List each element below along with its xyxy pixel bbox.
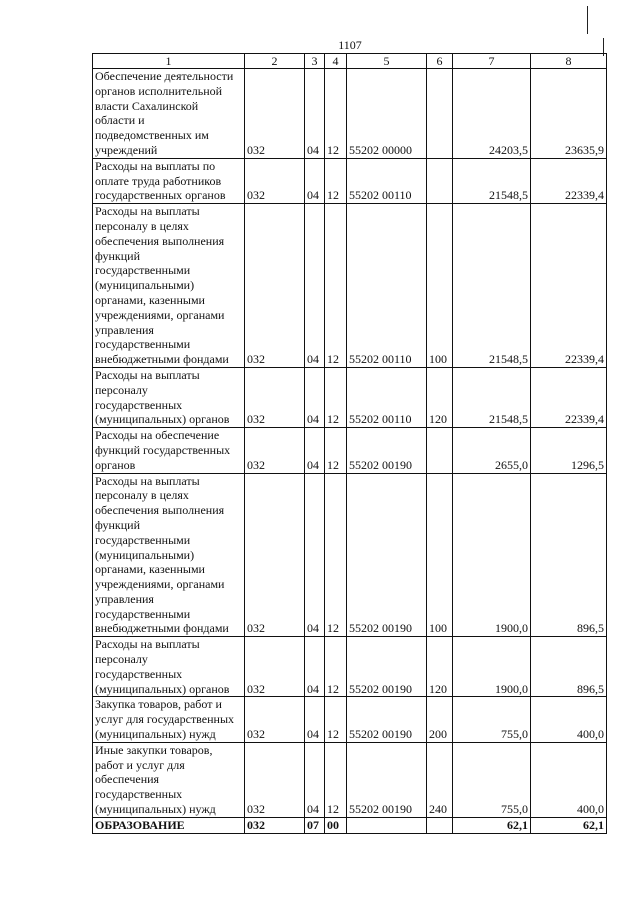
expense-name-cell: ОБРАЗОВАНИЕ	[93, 817, 245, 833]
department-code-cell: 032	[245, 817, 305, 833]
department-code-cell: 032	[245, 204, 305, 368]
amount-col7-cell: 21548,5	[453, 158, 531, 203]
expense-type-cell	[427, 817, 453, 833]
section-code-cell: 04	[305, 697, 325, 742]
subsection-code-cell: 12	[325, 473, 347, 637]
section-code-cell: 04	[305, 69, 325, 159]
amount-col8-cell: 22339,4	[531, 367, 607, 427]
department-code-cell: 032	[245, 367, 305, 427]
amount-col8-cell: 400,0	[531, 697, 607, 742]
table-row	[93, 742, 607, 817]
section-code-cell: 04	[305, 158, 325, 203]
amount-col8-cell: 23635,9	[531, 69, 607, 159]
expense-type-cell: 120	[427, 637, 453, 697]
column-header: 6	[427, 54, 453, 69]
amount-col7-cell: 62,1	[453, 817, 531, 833]
table-row	[93, 817, 607, 833]
table-row	[93, 637, 607, 697]
target-article-cell: 55202 00190	[347, 697, 427, 742]
amount-col7-cell: 21548,5	[453, 204, 531, 368]
section-code-cell: 04	[305, 473, 325, 637]
table-row	[93, 158, 607, 203]
amount-col8-cell: 62,1	[531, 817, 607, 833]
expense-name-cell: Расходы на выплаты персоналу государственных (муниципальных) органов	[93, 367, 245, 427]
table-row	[93, 367, 607, 427]
column-header: 7	[453, 54, 531, 69]
target-article-cell	[347, 817, 427, 833]
amount-col8-cell: 22339,4	[531, 204, 607, 368]
expense-name-cell: Расходы на выплаты персоналу в целях обеспечения выполнения функций государственными (муниципальными) органами, казенными учреждениями, органами управления государственными внебюджетными фондами	[93, 204, 245, 368]
subsection-code-cell: 12	[325, 428, 347, 473]
amount-col8-cell: 22339,4	[531, 158, 607, 203]
column-header: 2	[245, 54, 305, 69]
expense-type-cell	[427, 158, 453, 203]
subsection-code-cell: 12	[325, 69, 347, 159]
expense-name-cell: Закупка товаров, работ и услуг для государственных (муниципальных) нужд	[93, 697, 245, 742]
budget-table	[92, 53, 607, 834]
target-article-cell: 55202 00110	[347, 204, 427, 368]
expense-name-cell: Расходы на выплаты по оплате труда работников государственных органов	[93, 158, 245, 203]
column-header: 1	[93, 54, 245, 69]
department-code-cell: 032	[245, 697, 305, 742]
expense-name-cell: Иные закупки товаров, работ и услуг для обеспечения государственных (муниципальных) нужд	[93, 742, 245, 817]
department-code-cell: 032	[245, 69, 305, 159]
section-code-cell: 04	[305, 742, 325, 817]
expense-type-cell	[427, 428, 453, 473]
department-code-cell: 032	[245, 637, 305, 697]
target-article-cell: 55202 00110	[347, 367, 427, 427]
department-code-cell: 032	[245, 473, 305, 637]
amount-col7-cell: 1900,0	[453, 473, 531, 637]
page-number: 1107	[338, 38, 362, 52]
target-article-cell: 55202 00190	[347, 637, 427, 697]
column-header: 8	[531, 54, 607, 69]
table-header-row	[93, 54, 607, 69]
amount-col8-cell: 896,5	[531, 637, 607, 697]
amount-col8-cell: 1296,5	[531, 428, 607, 473]
amount-col7-cell: 755,0	[453, 742, 531, 817]
table-row	[93, 428, 607, 473]
subsection-code-cell: 12	[325, 637, 347, 697]
amount-col8-cell: 896,5	[531, 473, 607, 637]
section-code-cell: 04	[305, 637, 325, 697]
column-header: 4	[325, 54, 347, 69]
amount-col7-cell: 2655,0	[453, 428, 531, 473]
subsection-code-cell: 12	[325, 697, 347, 742]
subsection-code-cell: 12	[325, 204, 347, 368]
expense-type-cell: 240	[427, 742, 453, 817]
table-row	[93, 697, 607, 742]
target-article-cell: 55202 00190	[347, 742, 427, 817]
section-code-cell: 04	[305, 428, 325, 473]
department-code-cell: 032	[245, 742, 305, 817]
target-article-cell: 55202 00110	[347, 158, 427, 203]
target-article-cell: 55202 00190	[347, 428, 427, 473]
section-code-cell: 04	[305, 204, 325, 368]
subsection-code-cell: 12	[325, 742, 347, 817]
target-article-cell: 55202 00190	[347, 473, 427, 637]
expense-type-cell: 200	[427, 697, 453, 742]
expense-type-cell: 120	[427, 367, 453, 427]
table-row	[93, 69, 607, 159]
expense-type-cell: 100	[427, 473, 453, 637]
amount-col7-cell: 21548,5	[453, 367, 531, 427]
column-header: 5	[347, 54, 427, 69]
expense-name-cell: Расходы на обеспечение функций государственных органов	[93, 428, 245, 473]
department-code-cell: 032	[245, 158, 305, 203]
expense-name-cell: Расходы на выплаты персоналу в целях обеспечения выполнения функций государственными (муниципальными) органами, казенными учреждениями, органами управления государственными внебюджетными фондами	[93, 473, 245, 637]
section-code-cell: 07	[305, 817, 325, 833]
margin-mark	[587, 6, 588, 34]
amount-col7-cell: 755,0	[453, 697, 531, 742]
expense-name-cell: Расходы на выплаты персоналу государственных (муниципальных) органов	[93, 637, 245, 697]
expense-name-cell: Обеспечение деятельности органов исполнительной власти Сахалинской области и подведомственных им учреждений	[93, 69, 245, 159]
amount-col7-cell: 1900,0	[453, 637, 531, 697]
table-row	[93, 204, 607, 368]
amount-col7-cell: 24203,5	[453, 69, 531, 159]
column-header: 3	[305, 54, 325, 69]
department-code-cell: 032	[245, 428, 305, 473]
subsection-code-cell: 12	[325, 367, 347, 427]
table-row	[93, 473, 607, 637]
amount-col8-cell: 400,0	[531, 742, 607, 817]
expense-type-cell	[427, 69, 453, 159]
section-code-cell: 04	[305, 367, 325, 427]
target-article-cell: 55202 00000	[347, 69, 427, 159]
expense-type-cell: 100	[427, 204, 453, 368]
subsection-code-cell: 12	[325, 158, 347, 203]
subsection-code-cell: 00	[325, 817, 347, 833]
